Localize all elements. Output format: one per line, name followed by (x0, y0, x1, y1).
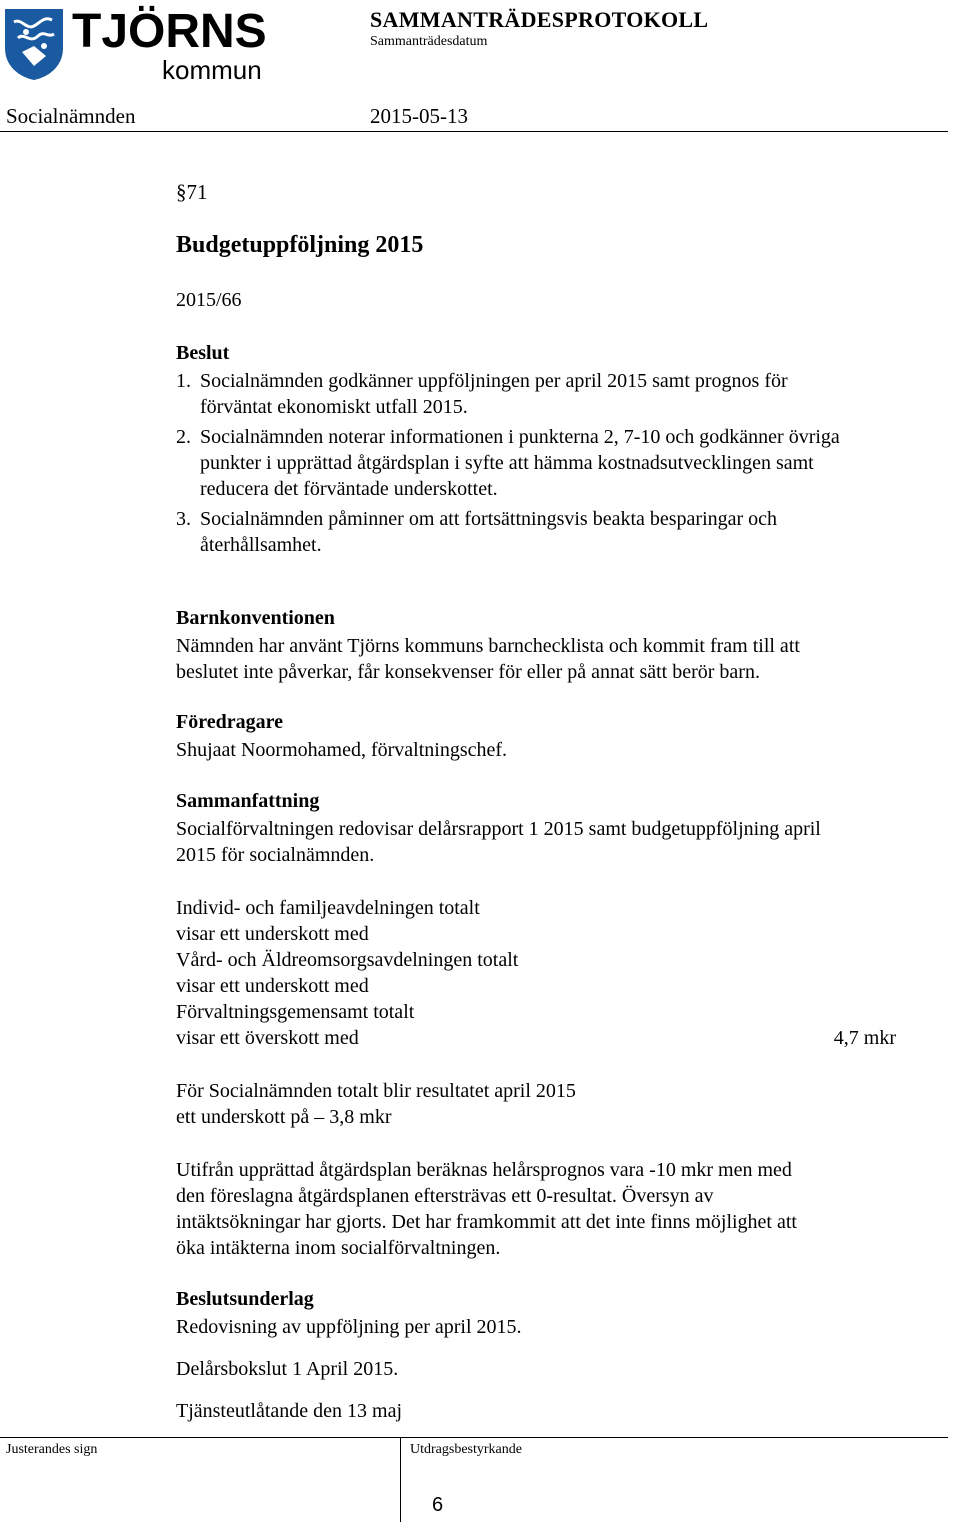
forecast-line: intäktsökningar har gjorts. Det har framkommit att det inte finns möjlighet att (176, 1211, 797, 1233)
meeting-date: 2015-05-13 (370, 104, 468, 128)
extract-certification-label: Utdragsbestyrkande (410, 1442, 522, 1457)
document-title: SAMMANTRÄDESPROTOKOLL (370, 7, 709, 32)
forecast-line: öka intäkterna inom socialförvaltningen. (176, 1237, 501, 1259)
result-label: visar ett överskott med (176, 1027, 359, 1049)
decision-point-number: 2. (176, 426, 191, 448)
footer-divider (0, 1437, 948, 1438)
child-convention-line: Nämnden har använt Tjörns kommuns barnchecklista och kommit fram till att (176, 635, 800, 657)
result-label: Vård- och Äldreomsorgsavdelningen totalt (176, 949, 519, 971)
paragraph-number: §71 (176, 180, 208, 204)
child-convention-heading: Barnkonventionen (176, 607, 335, 629)
presenter-name: Shujaat Noormohamed, förvaltningschef. (176, 739, 508, 761)
logo-subname: kommun (162, 55, 262, 85)
summary-heading: Sammanfattning (176, 790, 320, 812)
footer-vertical-divider (400, 1437, 401, 1522)
presenter-heading: Föredragare (176, 711, 284, 733)
decision-point-line: reducera det förväntade underskottet. (200, 478, 498, 500)
decision-point-line: återhållsamhet. (200, 534, 322, 556)
result-value: 4,7 mkr (833, 1027, 896, 1049)
document-subtitle: Sammanträdesdatum (370, 34, 488, 49)
decision-point-line: Socialnämnden påminner om att fortsättningsvis beakta besparingar och (200, 508, 778, 530)
municipality-logo (4, 6, 274, 84)
decision-heading: Beslut (176, 342, 230, 364)
decision-point (176, 424, 936, 502)
forecast-line: Utifrån upprättad åtgärdsplan beräknas helårsprognos vara -10 mkr men med (176, 1159, 792, 1181)
total-line: ett underskott på – 3,8 mkr (176, 1106, 392, 1128)
decision-point-number: 3. (176, 508, 191, 530)
decision-point-number: 1. (176, 370, 191, 392)
decision-point-line: Socialnämnden noterar informationen i punkterna 2, 7-10 och godkänner övriga (200, 426, 840, 448)
decision-point-line: förväntat ekonomiskt utfall 2015. (200, 396, 468, 418)
basis-item: Delårsbokslut 1 April 2015. (176, 1358, 399, 1380)
forecast-line: den föreslagna åtgärdsplanen eftersträvas ett 0-resultat. Översyn av (176, 1185, 714, 1207)
header-divider (0, 131, 948, 132)
adjuster-signature-label: Justerandes sign (6, 1442, 98, 1457)
committee-name: Socialnämnden (6, 104, 136, 128)
decision-point (176, 368, 936, 420)
summary-line: Socialförvaltningen redovisar delårsrapport 1 2015 samt budgetuppföljning april (176, 818, 821, 840)
total-line: För Socialnämnden totalt blir resultatet april 2015 (176, 1080, 576, 1102)
result-label: Förvaltningsgemensamt totalt (176, 1001, 415, 1023)
page-number: 6 (432, 1494, 444, 1516)
summary-line: 2015 för socialnämnden. (176, 844, 375, 866)
decision-list (176, 368, 936, 564)
decision-point (176, 506, 936, 558)
result-label: visar ett underskott med (176, 975, 369, 997)
basis-item: Redovisning av uppföljning per april 2015. (176, 1316, 522, 1338)
result-label: Individ- och familjeavdelningen totalt (176, 897, 480, 919)
logo-name: TJÖRNS (72, 5, 267, 58)
decision-point-line: punkter i upprättad åtgärdsplan i syfte att hämma kostnadsutvecklingen samt (200, 452, 814, 474)
case-number: 2015/66 (176, 289, 242, 311)
decision-point-line: Socialnämnden godkänner uppföljningen per april 2015 samt prognos för (200, 370, 788, 392)
item-title: Budgetuppföljning 2015 (176, 232, 424, 258)
basis-item: Tjänsteutlåtande den 13 maj (176, 1400, 403, 1422)
result-label: visar ett underskott med (176, 923, 369, 945)
coat-of-arms-icon (4, 8, 64, 80)
basis-heading: Beslutsunderlag (176, 1288, 314, 1310)
child-convention-line: beslutet inte påverkar, får konsekvenser för eller på annat sätt berör barn. (176, 661, 760, 683)
